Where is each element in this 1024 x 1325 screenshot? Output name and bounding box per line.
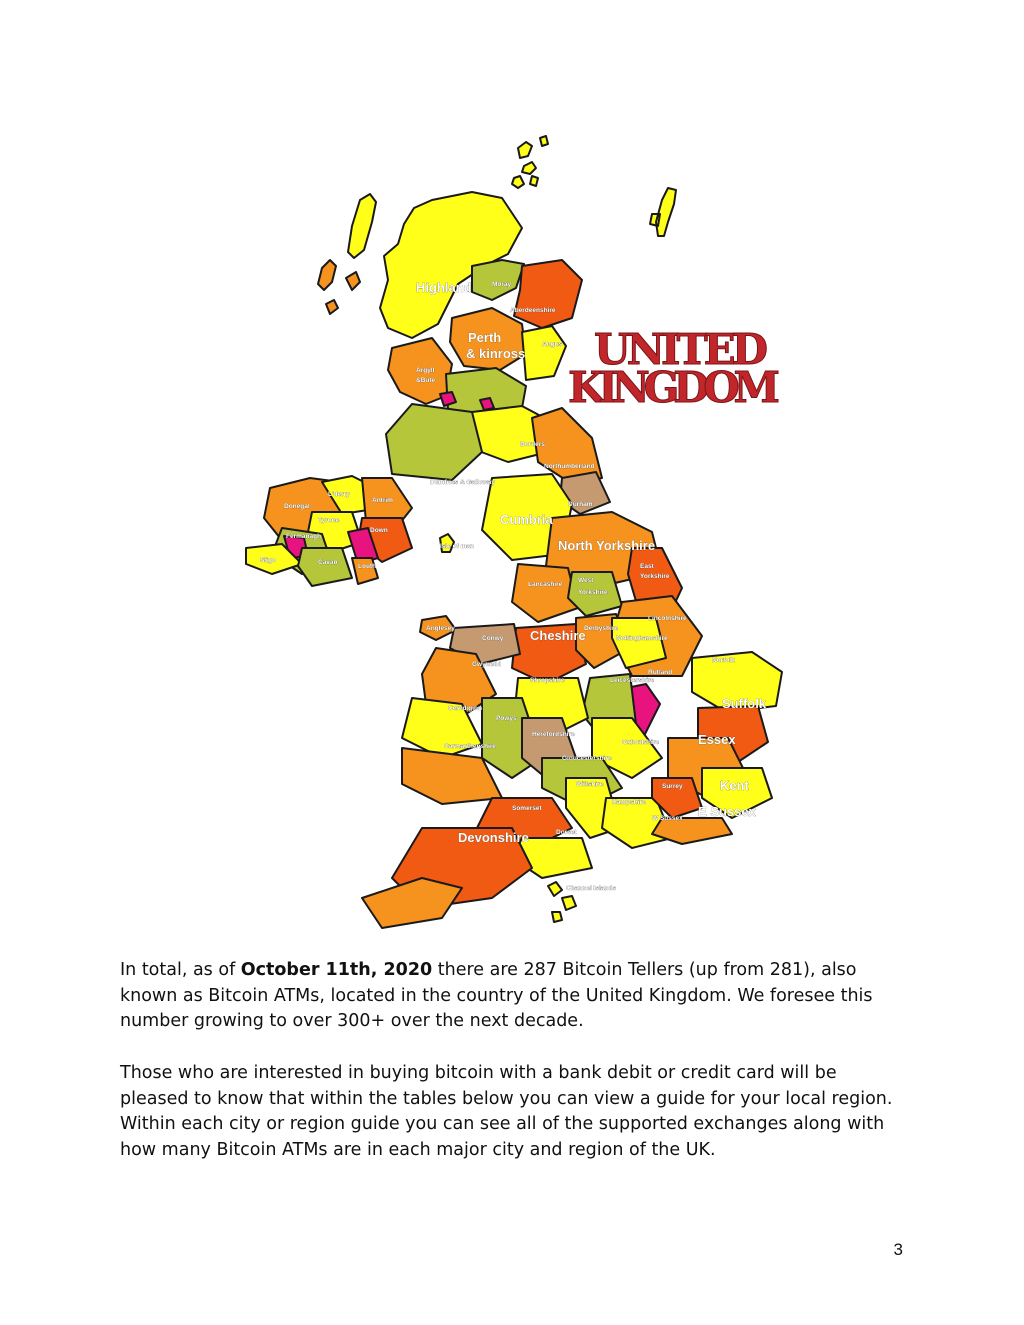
label-anglesey: Anglesey	[426, 625, 455, 632]
ni-cavan	[298, 548, 352, 586]
paragraph-atm-count-suffix: there are 287 Bitcoin Tellers (up from 281), also known as Bitcoin ATMs, located in the country of the United Kingdom. We foresee this number growing to over 300+ over the next decade.	[120, 960, 873, 1031]
label-leicestershire: Leicestershire	[610, 677, 655, 684]
label-norfolk: Norfolk	[712, 657, 735, 664]
scotland-moray	[472, 260, 524, 300]
label-dumfries: Dumfries & Galloway	[430, 479, 496, 486]
label-surrey: Surrey	[662, 783, 683, 790]
label-shropshire: Shropshire	[530, 677, 565, 684]
scotland-angus	[522, 326, 566, 380]
label-rutland: Rutland	[648, 669, 673, 676]
label-dorset: Dorset	[556, 829, 577, 836]
label-west-yorkshire: Yorkshire	[578, 589, 608, 596]
paragraph-buying-guide: Those who are interested in buying bitcoin with a bank debit or credit card will be pleased to know that within the tables below you can view a guide for your local region. Within each city or region guide you can see all of the supported exchanges along with how many Bitcoin ATMs are in each major city and region of the UK.	[120, 1063, 893, 1160]
label-cheshire: Cheshire	[530, 628, 586, 643]
label-west: West	[578, 577, 594, 584]
map-title-kingdom: KINGDOM	[568, 363, 780, 412]
outer-hebrides-island	[650, 188, 676, 236]
label-gloucestershire: Gloucestershire	[562, 755, 612, 762]
label-somerset: Somerset	[512, 805, 542, 812]
label-herefordshire: Herefordshire	[532, 731, 575, 738]
label-bute: &Bute	[416, 377, 436, 384]
uk-map-figure	[222, 118, 792, 930]
page-number: 3	[893, 1240, 903, 1259]
label-lincolnshire: Lincolnshire	[648, 615, 687, 622]
label-north-yorkshire: North Yorkshire	[558, 538, 656, 553]
label-lancashire: Lancashire	[528, 581, 563, 588]
label-northumberland: Northumberland	[544, 463, 595, 470]
label-powys: Powys	[496, 715, 517, 722]
label-east-yorkshire: Yorkshire	[640, 573, 670, 580]
england-nottinghamshire	[612, 618, 666, 668]
shetland-island	[512, 136, 548, 188]
label-down: Down	[370, 527, 388, 534]
western-isles	[348, 194, 376, 258]
paragraph-atm-count-prefix: In total, as of	[120, 960, 241, 980]
label-kent: Kent	[720, 778, 749, 793]
label-east: East	[640, 563, 654, 570]
label-devonshire: Devonshire	[458, 830, 529, 845]
scotland-aberdeenshire	[514, 260, 582, 328]
scotland-dumfries	[386, 404, 482, 480]
label-oxfordshire: Oxfordshire	[622, 739, 659, 746]
label-w-sussex: W Sussex	[652, 815, 683, 822]
label-conwy: Conwy	[482, 635, 504, 642]
label-cavan: Cavan	[318, 559, 338, 566]
label-fermanagh: Fermanagh	[286, 533, 322, 540]
map-title-united: UNITED	[594, 325, 768, 374]
label-highland: Highland	[416, 280, 472, 295]
label-cumbria: Cumbria	[500, 512, 553, 527]
label-argyll: Argyll	[416, 367, 435, 374]
label-aberdeenshire: Aberdeenshire	[510, 307, 556, 314]
report-date: October 11th, 2020	[240, 960, 433, 980]
label-moray: Moray	[492, 281, 512, 288]
skye-island	[318, 260, 360, 314]
label-angus: Angus	[542, 341, 563, 348]
label-channel-islands: Channel Islands	[566, 885, 616, 892]
label-borders: Borders	[520, 441, 545, 448]
label-isle-of-man: Isle of man	[440, 543, 474, 550]
map-title	[568, 325, 780, 412]
label-suffolk: Suffolk	[722, 696, 767, 711]
label-derbyshire: Derbyshire	[584, 625, 618, 632]
ni-louth	[352, 558, 378, 584]
paragraph-atm-count	[120, 958, 910, 1035]
label-kinross: & kinross	[466, 346, 526, 361]
label-sligo: Sligo	[260, 557, 276, 564]
label-louth: Louth	[358, 563, 377, 570]
label-perth: Perth	[468, 330, 502, 345]
england-cornwall	[362, 878, 462, 928]
label-derry: L'derry	[328, 491, 350, 498]
label-durham: Durham	[568, 501, 593, 508]
label-ceredigion: Ceredigion	[448, 705, 482, 712]
label-antrim: Antrim	[372, 497, 393, 504]
label-hampshire: Hampshire	[612, 799, 646, 806]
label-donegal: Donegal	[284, 503, 310, 510]
uk-map	[222, 118, 792, 930]
label-e-sussex: E Sussex	[698, 804, 756, 819]
label-nottinghamshire: Nottinghamshire	[616, 635, 668, 642]
label-gwynedd: Gwynedd	[472, 661, 502, 668]
label-tyrone: Tyrone	[318, 517, 340, 524]
label-essex: Essex	[698, 732, 736, 747]
label-carmarthenshire: Carmarthenshire	[444, 743, 497, 750]
label-wiltshire: Wiltshire	[576, 781, 604, 788]
